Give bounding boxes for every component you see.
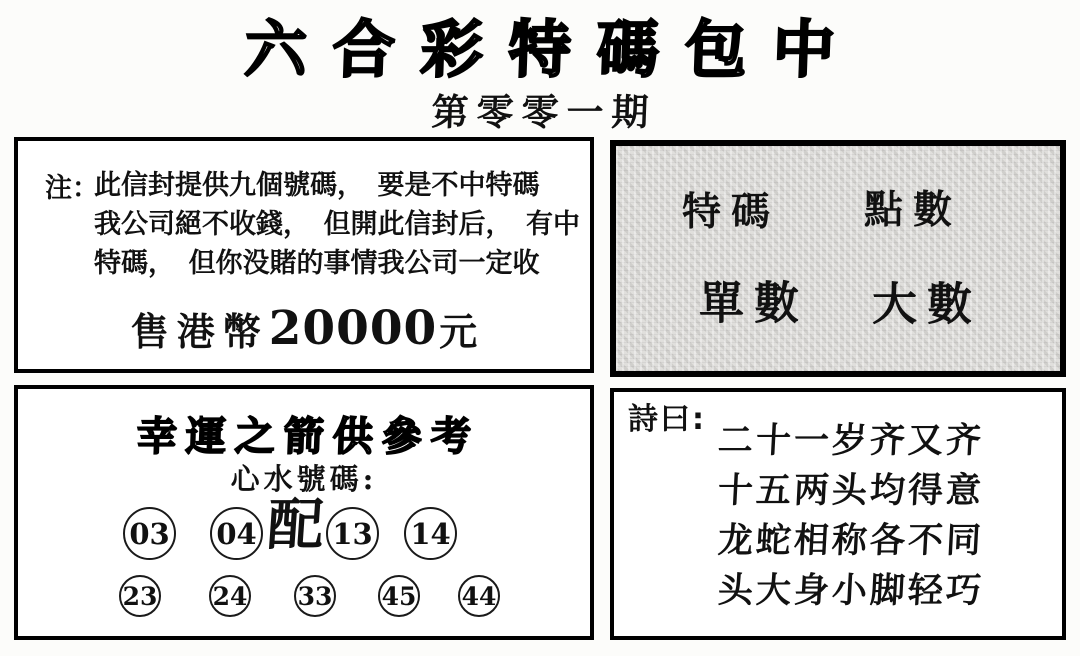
label-points: 點數 bbox=[863, 187, 963, 233]
note-label: 注： bbox=[45, 173, 99, 204]
issue-number: 第零零一期 bbox=[430, 90, 658, 134]
lucky-number-circle: 14 bbox=[404, 507, 457, 560]
label-odd-number: 單數 bbox=[698, 276, 810, 330]
price-prefix: 售港幣 bbox=[130, 309, 269, 354]
lucky-box-subheader: 心水號碼: bbox=[230, 462, 378, 496]
poem-header: 詩曰: bbox=[628, 402, 706, 437]
lucky-number-circle: 33 bbox=[294, 575, 336, 617]
note-text bbox=[18, 141, 590, 356]
pair-character: 配 bbox=[265, 492, 327, 558]
poem-lines bbox=[718, 416, 984, 616]
price-line bbox=[18, 301, 590, 356]
poem-line: 二十一岁齐又齐 bbox=[716, 420, 986, 461]
lucky-box-header: 幸運之箭供參考 bbox=[136, 413, 481, 460]
poem-line: 十五两头均得意 bbox=[716, 470, 986, 511]
poem-box bbox=[610, 388, 1066, 640]
category-box bbox=[610, 140, 1066, 377]
lucky-numbers-box bbox=[14, 385, 594, 640]
note-line: 特碼， 但你没賭的事情我公司一定收 bbox=[94, 248, 540, 279]
lucky-number-circle: 23 bbox=[119, 575, 161, 617]
poem-line: 龙蛇相称各不同 bbox=[716, 520, 986, 561]
lucky-number-circle: 13 bbox=[326, 507, 379, 560]
label-special-number: 特碼 bbox=[681, 189, 781, 235]
lucky-number-circle: 44 bbox=[458, 575, 500, 617]
lucky-number-circle: 04 bbox=[210, 507, 263, 560]
note-line: 我公司絕不收錢， 但開此信封后， 有中 bbox=[94, 209, 580, 240]
page-title: 六合彩特碼包中 bbox=[243, 13, 863, 86]
note-box bbox=[14, 137, 594, 373]
lucky-number-circle: 24 bbox=[209, 575, 251, 617]
note-line: 此信封提供九個號碼， 要是不中特碼 bbox=[94, 170, 540, 201]
label-big-number: 大數 bbox=[871, 277, 983, 331]
price-currency-suffix: 元 bbox=[439, 309, 478, 354]
lucky-number-circle: 03 bbox=[123, 507, 176, 560]
lucky-number-circle: 45 bbox=[378, 575, 420, 617]
poem-line: 头大身小脚轻巧 bbox=[716, 570, 986, 611]
price-amount: 20000 bbox=[268, 301, 438, 356]
